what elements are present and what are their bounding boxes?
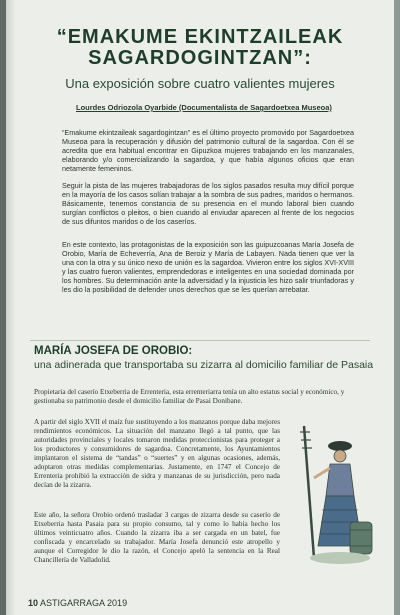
section-heading: MARÍA JOSEFA DE OROBIO: bbox=[34, 345, 193, 357]
section-divider bbox=[30, 340, 370, 341]
page-footer bbox=[28, 598, 127, 608]
adjacent-page-edge bbox=[394, 0, 400, 615]
body-paragraph-3: En este contexto, las protagonistas de la exposición son las guipuzcoanas María Josefa de Orobio, María de Echeverría, Ana de Beroiz y María de Labayen. Nada tienen que ver la una con la otra y su único nexo de unión es la sagardoa. Vivieron entre los siglos XVI-XVIII y las cuatro fueron valientes, emprendedoras e inteligentes en una sociedad dominada por los hombres. Su determinación ante la adversidad y la injusticia les hizo salir triunfadoras y les dio la posibilidad de defender unos derechos que se les querían arrebatar. bbox=[62, 240, 354, 295]
page-fold-shadow bbox=[6, 0, 16, 615]
magazine-page bbox=[6, 0, 394, 615]
body-paragraph-2: Seguir la pista de las mujeres trabajadoras de los siglos pasados resulta muy difícil porque en la mayoría de los casos solían trabajar a la sombra de sus padres, maridos o hermanos. Básicamente, tenemos constancia de su presencia en el mundo laboral bien cuando surgían conflictos o pleitos, o bien cuando al enviudar aparecen al frente de los negocios de sus difuntos maridos o de los caseríos. bbox=[62, 181, 354, 227]
article-title-line1: “EMAKUME EKINTZAILEAK bbox=[56, 26, 344, 48]
section-subheading: una adinerada que transportaba su zizarra al domicilio familiar de Pasaia bbox=[34, 359, 374, 371]
article-title-line2: SAGARDOGINTZAN”: bbox=[88, 47, 312, 69]
column-paragraph-1: A partir del siglo XVII el maíz fue sustituyendo a los manzanos porque daba mejores rendimientos económicos. La situación del manzano llegó a tal punto, que las autoridades provinciales y locales tomaron medidas proteccionistas para proteger a los productores y consumidores de sagardoa. Concretamente, los Ayuntamientos implantaron el sistema de “tandas” o “suertes” y en algunas ocasiones, además, adoptaron otras medidas complementarias. Justamente, en 1747 el Concejo de Errenteria prohibió la extracción de sidra y manzanas de su jurisdicción, pero nada decían de la zizarra. bbox=[34, 418, 280, 489]
article-author: Lourdes Odriozola Oyarbide (Documentalista de Sagardoetxea Museoa) bbox=[76, 103, 332, 112]
woman-carrying-barrel-illustration bbox=[286, 418, 378, 570]
column-paragraph-2: Este año, la señora Orobio ordenó trasladar 3 cargas de zizarra desde su caserío de Etxeberria hasta Pasaia para su propio consumo, tal y como lo había hecho los últimos veinticuatro años. Cuando la zizarra iba a ser cargada en un batel, fue confiscada y encarcelado su trabajador. María Josefa denunció este atropello y aunque el Corregidor le dio la razón, el Concejo apeló la sentencia en la Real Chancillería de Valladolid. bbox=[34, 511, 280, 564]
article-subtitle: Una exposición sobre cuatro valientes mujeres bbox=[65, 76, 335, 91]
page-number: 10 bbox=[28, 598, 39, 608]
body-paragraph-1: “Emakume ekintzaileak sagardogintzan” es el último proyecto promovido por Sagardoetxea Museoa para la recuperación y difusión del patrimonio cultural de la sagardoa. Con él se acredita que era habitual encontrar en Gipuzkoa mujeres trabajando en los manzanales, elaborando y/o comercializando la sagardoa, y que había algunos oficios que eran netamente femeninos. bbox=[62, 128, 354, 174]
section-intro: Propietaria del caserío Etxeberria de Errenteria, esta errenteriarra tenía un alto estatus social y económico, y gestionaba su patrimonio desde el domicilio familiar de Pasai Donibane. bbox=[34, 388, 345, 405]
publication-name: ASTIGARRAGA 2019 bbox=[40, 598, 128, 608]
